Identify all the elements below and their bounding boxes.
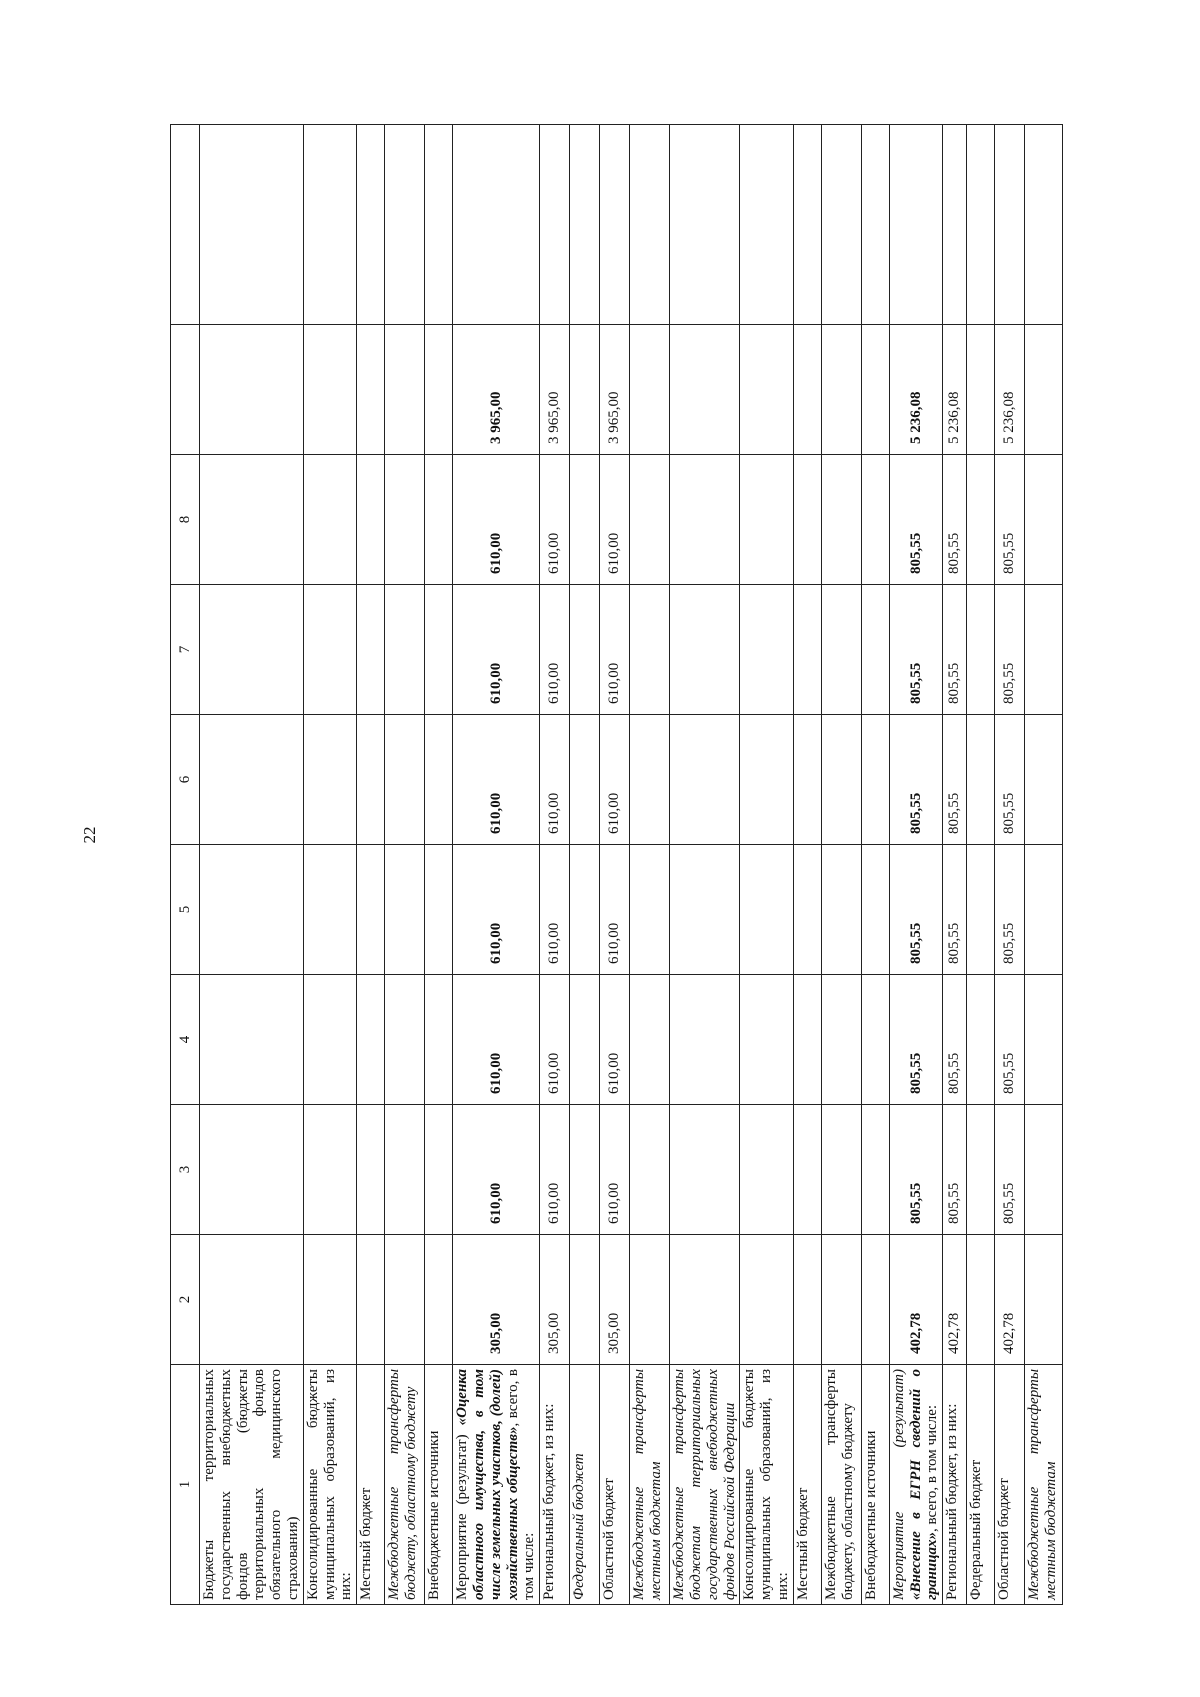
- value-cell: [357, 715, 385, 845]
- value-cell: [1025, 585, 1063, 715]
- value-cell: 805,55: [943, 715, 967, 845]
- header-cell: 7: [171, 585, 200, 715]
- row-label-text: Консолидированные бюджеты муниципальных образований, из них:: [304, 1369, 355, 1600]
- row-label: [861, 1365, 889, 1605]
- value-cell: [670, 715, 740, 845]
- value-cell: [570, 975, 600, 1105]
- empty-cell: [889, 125, 942, 325]
- row-label-text: Федеральный бюджет: [571, 1453, 588, 1600]
- value-cell: 805,55: [889, 455, 942, 585]
- value-cell: [670, 585, 740, 715]
- value-cell: [861, 715, 889, 845]
- value-cell: [200, 325, 304, 455]
- value-cell: [821, 1105, 861, 1235]
- value-cell: 305,00: [540, 1235, 570, 1365]
- empty-cell: [740, 125, 793, 325]
- value-cell: [630, 1105, 670, 1235]
- row-label: [793, 1365, 821, 1605]
- row-label-text: Межбюджетные трансферты местным бюджетам: [1026, 1369, 1059, 1600]
- value-cell: [821, 975, 861, 1105]
- value-cell: [570, 1235, 600, 1365]
- row-label-text: Межбюджетные трансферты бюджетам территориальных государственных внебюджетных фондов Российской Федерации: [671, 1369, 738, 1600]
- value-cell: [425, 1105, 453, 1235]
- empty-cell: [200, 125, 304, 325]
- row-label: [630, 1365, 670, 1605]
- value-cell: 805,55: [943, 975, 967, 1105]
- value-cell: [425, 1235, 453, 1365]
- value-cell: 3 965,00: [540, 325, 570, 455]
- value-cell: [967, 1105, 995, 1235]
- row-label: [425, 1365, 453, 1605]
- table-row: [967, 125, 995, 1605]
- table-row: [630, 125, 670, 1605]
- value-cell: [303, 715, 356, 845]
- value-cell: [303, 585, 356, 715]
- value-cell: [385, 325, 425, 455]
- table-row: [357, 125, 385, 1605]
- table-row: [385, 125, 425, 1605]
- empty-cell: [1025, 125, 1063, 325]
- empty-cell: [540, 125, 570, 325]
- value-cell: 805,55: [943, 1105, 967, 1235]
- row-label: [967, 1365, 995, 1605]
- table-row: [793, 125, 821, 1605]
- value-cell: [861, 1235, 889, 1365]
- table-row: [453, 125, 540, 1605]
- row-label-text: Областной бюджет: [996, 1478, 1013, 1600]
- value-cell: [200, 1235, 304, 1365]
- value-cell: 805,55: [943, 845, 967, 975]
- value-cell: 610,00: [453, 715, 540, 845]
- row-label-title: «Оценка областного имущества, в том числе земельных участков, (долей) хозяйственных обществ»: [454, 1369, 521, 1600]
- value-cell: 610,00: [453, 585, 540, 715]
- row-label: [540, 1365, 570, 1605]
- value-cell: [861, 1105, 889, 1235]
- value-cell: 5 236,08: [943, 325, 967, 455]
- value-cell: [740, 1105, 793, 1235]
- value-cell: 610,00: [600, 585, 630, 715]
- value-cell: [385, 455, 425, 585]
- value-cell: [425, 585, 453, 715]
- empty-cell: [425, 125, 453, 325]
- value-cell: [630, 1235, 670, 1365]
- value-cell: [1025, 325, 1063, 455]
- value-cell: 805,55: [889, 845, 942, 975]
- value-cell: [821, 585, 861, 715]
- table-row: [670, 125, 740, 1605]
- value-cell: 402,78: [889, 1235, 942, 1365]
- value-cell: [967, 585, 995, 715]
- value-cell: [357, 845, 385, 975]
- value-cell: [357, 455, 385, 585]
- value-cell: [357, 325, 385, 455]
- value-cell: [821, 1235, 861, 1365]
- value-cell: [570, 715, 600, 845]
- value-cell: 305,00: [600, 1235, 630, 1365]
- table-row: [995, 125, 1025, 1605]
- row-label: [570, 1365, 600, 1605]
- value-cell: [1025, 455, 1063, 585]
- row-label-text: Внебюджетные источники: [862, 1430, 879, 1600]
- header-cell: 3: [171, 1105, 200, 1235]
- value-cell: [630, 325, 670, 455]
- row-label-text: Местный бюджет: [794, 1487, 811, 1600]
- value-cell: [861, 975, 889, 1105]
- value-cell: [200, 975, 304, 1105]
- header-row: [171, 125, 200, 1605]
- value-cell: [385, 1235, 425, 1365]
- page-number: 22: [80, 826, 99, 844]
- value-cell: [821, 715, 861, 845]
- value-cell: [670, 455, 740, 585]
- row-label: [385, 1365, 425, 1605]
- value-cell: [570, 325, 600, 455]
- header-cell: 5: [171, 845, 200, 975]
- empty-cell: [943, 125, 967, 325]
- value-cell: 805,55: [995, 975, 1025, 1105]
- value-cell: [303, 1235, 356, 1365]
- value-cell: [303, 975, 356, 1105]
- value-cell: [630, 585, 670, 715]
- value-cell: [570, 845, 600, 975]
- budget-table: [170, 124, 1063, 1605]
- row-label: [889, 1365, 942, 1605]
- value-cell: 610,00: [600, 845, 630, 975]
- value-cell: [303, 845, 356, 975]
- header-cell: 1: [171, 1365, 200, 1605]
- value-cell: 305,00: [453, 1235, 540, 1365]
- value-cell: [1025, 1105, 1063, 1235]
- value-cell: 5 236,08: [889, 325, 942, 455]
- value-cell: [303, 455, 356, 585]
- value-cell: [385, 845, 425, 975]
- header-cell: 2: [171, 1235, 200, 1365]
- value-cell: [793, 585, 821, 715]
- value-cell: 805,55: [889, 975, 942, 1105]
- value-cell: 610,00: [540, 455, 570, 585]
- value-cell: [861, 845, 889, 975]
- value-cell: [793, 325, 821, 455]
- value-cell: 610,00: [453, 1105, 540, 1235]
- value-cell: [740, 975, 793, 1105]
- table-row: [540, 125, 570, 1605]
- value-cell: [740, 585, 793, 715]
- value-cell: [200, 845, 304, 975]
- row-label: [453, 1365, 540, 1605]
- row-label: [943, 1365, 967, 1605]
- row-label: [303, 1365, 356, 1605]
- header-cell: [171, 325, 200, 455]
- value-cell: 610,00: [540, 715, 570, 845]
- value-cell: [200, 455, 304, 585]
- row-label: [995, 1365, 1025, 1605]
- value-cell: [670, 325, 740, 455]
- row-label-text: Консолидированные бюджеты муниципальных образований, из них:: [741, 1369, 791, 1600]
- row-label: [740, 1365, 793, 1605]
- value-cell: [967, 325, 995, 455]
- value-cell: [385, 975, 425, 1105]
- value-cell: 805,55: [889, 585, 942, 715]
- value-cell: [570, 1105, 600, 1235]
- value-cell: 5 236,08: [995, 325, 1025, 455]
- value-cell: [821, 845, 861, 975]
- row-label: [357, 1365, 385, 1605]
- empty-cell: [861, 125, 889, 325]
- value-cell: [861, 455, 889, 585]
- value-cell: [630, 845, 670, 975]
- value-cell: 805,55: [995, 455, 1025, 585]
- header-cell: 6: [171, 715, 200, 845]
- value-cell: 805,55: [995, 715, 1025, 845]
- value-cell: [570, 455, 600, 585]
- value-cell: 805,55: [995, 585, 1025, 715]
- value-cell: [793, 1235, 821, 1365]
- empty-cell: [793, 125, 821, 325]
- value-cell: 610,00: [600, 455, 630, 585]
- value-cell: [357, 1105, 385, 1235]
- value-cell: [200, 585, 304, 715]
- value-cell: 610,00: [600, 1105, 630, 1235]
- value-cell: [385, 585, 425, 715]
- value-cell: [1025, 975, 1063, 1105]
- row-label-prefix: Мероприятие (результат): [890, 1369, 907, 1600]
- value-cell: [1025, 715, 1063, 845]
- row-label-text: Федеральный бюджет: [968, 1459, 985, 1600]
- empty-cell: [303, 125, 356, 325]
- row-label-suffix: , всего, в том числе:: [924, 1404, 941, 1532]
- value-cell: 610,00: [540, 975, 570, 1105]
- empty-cell: [670, 125, 740, 325]
- budget-table-rotated: [170, 125, 1059, 1605]
- value-cell: [740, 455, 793, 585]
- empty-cell: [357, 125, 385, 325]
- value-cell: [303, 325, 356, 455]
- table-row: [889, 125, 942, 1605]
- value-cell: [425, 975, 453, 1105]
- table-row: [821, 125, 861, 1605]
- value-cell: [630, 715, 670, 845]
- row-label-text: Региональный бюджет, из них:: [944, 1403, 961, 1600]
- value-cell: 610,00: [453, 975, 540, 1105]
- table-row: [861, 125, 889, 1605]
- empty-cell: [995, 125, 1025, 325]
- row-label-prefix: Мероприятие (результат): [454, 1425, 471, 1600]
- row-label-suffix: , всего, в том числе:: [504, 1369, 538, 1600]
- value-cell: [425, 845, 453, 975]
- value-cell: [793, 1105, 821, 1235]
- value-cell: [630, 975, 670, 1105]
- row-label: [1025, 1365, 1063, 1605]
- value-cell: [967, 455, 995, 585]
- value-cell: [740, 1235, 793, 1365]
- empty-cell: [967, 125, 995, 325]
- value-cell: 610,00: [600, 975, 630, 1105]
- value-cell: [303, 1105, 356, 1235]
- value-cell: 610,00: [540, 845, 570, 975]
- row-label-text: Межбюджетные трансферты бюджету, областному бюджету: [386, 1369, 419, 1600]
- table-row: [740, 125, 793, 1605]
- value-cell: 610,00: [600, 715, 630, 845]
- value-cell: [385, 715, 425, 845]
- value-cell: 805,55: [889, 715, 942, 845]
- value-cell: [967, 845, 995, 975]
- header-cell: 8: [171, 455, 200, 585]
- value-cell: 610,00: [540, 585, 570, 715]
- value-cell: [200, 1105, 304, 1235]
- table-row: [200, 125, 304, 1605]
- value-cell: [1025, 845, 1063, 975]
- table-row: [425, 125, 453, 1605]
- value-cell: 610,00: [453, 845, 540, 975]
- empty-cell: [385, 125, 425, 325]
- value-cell: [793, 715, 821, 845]
- value-cell: [821, 325, 861, 455]
- value-cell: [670, 845, 740, 975]
- value-cell: [670, 975, 740, 1105]
- value-cell: [793, 455, 821, 585]
- row-label-text: Межбюджетные трансферты местным бюджетам: [631, 1369, 664, 1600]
- value-cell: [670, 1105, 740, 1235]
- empty-cell: [570, 125, 600, 325]
- value-cell: [357, 1235, 385, 1365]
- value-cell: [740, 845, 793, 975]
- value-cell: [793, 975, 821, 1105]
- table-row: [943, 125, 967, 1605]
- value-cell: [425, 455, 453, 585]
- value-cell: [425, 325, 453, 455]
- row-label-text: Бюджеты территориальных государственных внебюджетных фондов (бюджеты территориальных фондов обязательного медицинского страхования): [201, 1369, 301, 1600]
- value-cell: [740, 325, 793, 455]
- value-cell: [740, 715, 793, 845]
- row-label-text: Внебюджетные источники: [426, 1430, 443, 1600]
- empty-cell: [600, 125, 630, 325]
- table-row: [570, 125, 600, 1605]
- value-cell: 805,55: [889, 1105, 942, 1235]
- value-cell: [357, 585, 385, 715]
- value-cell: [200, 715, 304, 845]
- value-cell: 805,55: [943, 455, 967, 585]
- empty-cell: [630, 125, 670, 325]
- value-cell: 610,00: [540, 1105, 570, 1235]
- row-label: [600, 1365, 630, 1605]
- header-cell: 4: [171, 975, 200, 1105]
- value-cell: [821, 455, 861, 585]
- value-cell: 805,55: [943, 585, 967, 715]
- value-cell: 805,55: [995, 845, 1025, 975]
- empty-cell: [453, 125, 540, 325]
- row-label-text: Областной бюджет: [601, 1478, 618, 1600]
- value-cell: [670, 1235, 740, 1365]
- value-cell: 805,55: [995, 1105, 1025, 1235]
- row-label: [821, 1365, 861, 1605]
- value-cell: 402,78: [995, 1235, 1025, 1365]
- value-cell: 402,78: [943, 1235, 967, 1365]
- row-label-text: Региональный бюджет, из них:: [541, 1403, 558, 1600]
- table-row: [303, 125, 356, 1605]
- value-cell: 610,00: [453, 455, 540, 585]
- value-cell: [967, 715, 995, 845]
- value-cell: [967, 1235, 995, 1365]
- value-cell: [1025, 1235, 1063, 1365]
- header-cell-empty: [171, 125, 200, 325]
- row-label: [670, 1365, 740, 1605]
- value-cell: [793, 845, 821, 975]
- value-cell: [425, 715, 453, 845]
- value-cell: 3 965,00: [600, 325, 630, 455]
- row-label: [200, 1365, 304, 1605]
- empty-cell: [821, 125, 861, 325]
- value-cell: [861, 585, 889, 715]
- value-cell: [570, 585, 600, 715]
- value-cell: 3 965,00: [453, 325, 540, 455]
- row-label-text: Местный бюджет: [358, 1487, 375, 1600]
- value-cell: [861, 325, 889, 455]
- value-cell: [630, 455, 670, 585]
- value-cell: [385, 1105, 425, 1235]
- value-cell: [357, 975, 385, 1105]
- value-cell: [967, 975, 995, 1105]
- table-row: [600, 125, 630, 1605]
- row-label-text: Межбюджетные трансферты бюджету, областному бюджету: [822, 1369, 856, 1600]
- row-label-title: «Внесение в ЕГРН сведений о границах»: [907, 1369, 941, 1600]
- table-row: [1025, 125, 1063, 1605]
